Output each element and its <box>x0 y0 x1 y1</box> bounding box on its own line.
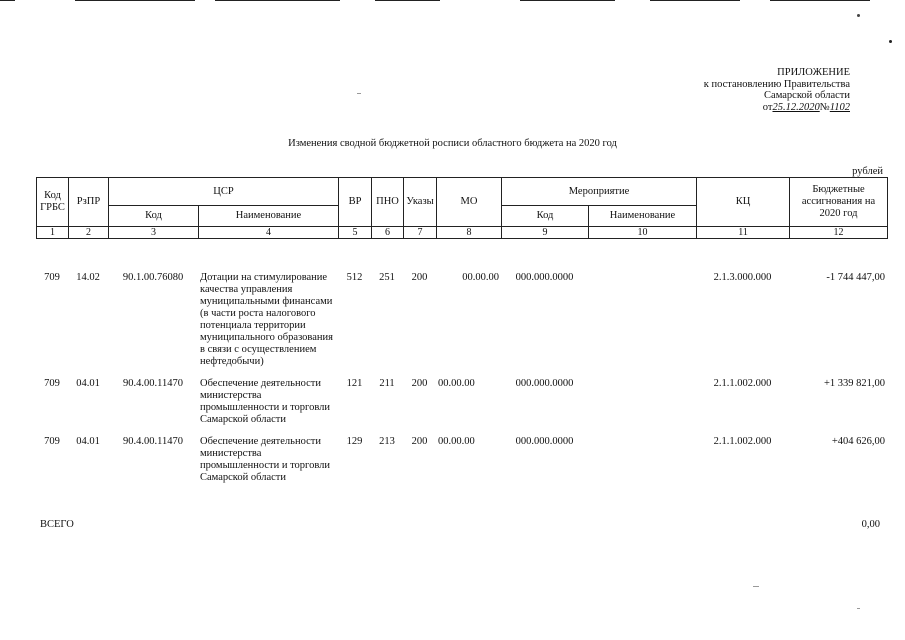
cell-kc: 2.1.1.002.000 <box>713 436 772 447</box>
cell-ukazy: 200 <box>411 436 428 447</box>
table-row <box>36 434 887 492</box>
cell-vr: 121 <box>346 378 363 389</box>
cell-csr-kod: 90.4.00.11470 <box>123 378 183 389</box>
header-meropriyatie: Мероприятие <box>502 178 697 206</box>
cell-grbs: 709 <box>44 272 60 283</box>
header-kod-grbs: Код ГРБС <box>37 178 69 227</box>
header-csr-kod: Код <box>109 206 199 227</box>
scan-edge-line <box>375 0 440 1</box>
cell-pno: 251 <box>379 272 395 283</box>
cell-mo: 00.00.00 <box>438 378 475 389</box>
col-number: 12 <box>790 227 888 239</box>
header-kc: КЦ <box>697 178 790 227</box>
total-value: 0,00 <box>861 519 880 530</box>
cell-name: Обеспечение деятельности министерства промышленности и торговли Самарской области <box>200 378 331 425</box>
cell-mer-name <box>588 434 696 492</box>
col-number: 5 <box>339 227 372 239</box>
scan-edge-line <box>75 0 195 1</box>
scan-edge-line <box>520 0 615 1</box>
scan-speck <box>857 14 860 17</box>
cell-mer-name <box>588 376 696 434</box>
cell-vr: 129 <box>346 436 363 447</box>
annex-date-line <box>640 102 850 114</box>
col-number: 9 <box>502 227 589 239</box>
units-label: рублей <box>852 166 883 177</box>
total-label: ВСЕГО <box>40 519 74 530</box>
cell-mo: 00.00.00 <box>462 272 499 283</box>
scan-edge-line <box>650 0 740 1</box>
cell-mer-kod: 000.000.0000 <box>515 272 574 283</box>
scan-edge-line <box>215 0 340 1</box>
cell-kc: 2.1.1.002.000 <box>713 378 772 389</box>
scan-speck <box>889 40 892 43</box>
cell-amount: +1 339 821,00 <box>823 378 885 389</box>
cell-mo: 00.00.00 <box>438 436 475 447</box>
cell-kc: 2.1.3.000.000 <box>713 272 772 283</box>
cell-grbs: 709 <box>44 436 60 447</box>
cell-mer-kod: 000.000.0000 <box>515 436 574 447</box>
annex-decree: к постановлению Правительства <box>703 78 850 90</box>
scan-edge-line <box>0 0 15 1</box>
cell-amount: +404 626,00 <box>831 436 885 447</box>
annex-region: Самарской области <box>764 90 850 101</box>
table-header <box>36 177 888 239</box>
col-number: 6 <box>372 227 404 239</box>
annex-block <box>640 67 850 113</box>
cell-pno: 213 <box>379 436 395 447</box>
header-csr: ЦСР <box>109 178 339 206</box>
header-vr: ВР <box>339 178 372 227</box>
cell-ukazy: 200 <box>411 272 428 283</box>
col-number: 1 <box>37 227 69 239</box>
cell-ukazy: 200 <box>411 378 428 389</box>
table-row <box>36 270 887 376</box>
cell-mer-name <box>588 270 696 376</box>
scan-speck <box>753 586 759 587</box>
header-budget: Бюджетные ассигнования на 2020 год <box>790 178 888 227</box>
col-number: 8 <box>437 227 502 239</box>
header-mer-kod: Код <box>502 206 589 227</box>
col-number: 4 <box>199 227 339 239</box>
scan-edge-line <box>770 0 870 1</box>
cell-amount: -1 744 447,00 <box>826 272 885 283</box>
cell-rzpr: 14.02 <box>76 272 100 283</box>
cell-name: Обеспечение деятельности министерства промышленности и торговли Самарской области <box>200 436 331 483</box>
annex-date-prefix: от <box>762 101 773 113</box>
header-ukazy: Указы <box>404 178 437 227</box>
scan-speck <box>357 93 361 94</box>
header-mo: МО <box>437 178 502 227</box>
cell-csr-kod: 90.4.00.11470 <box>123 436 183 447</box>
col-number: 10 <box>589 227 697 239</box>
annex-date: 25.12.2020 <box>772 101 820 113</box>
cell-rzpr: 04.01 <box>76 436 100 447</box>
table-row <box>36 376 887 434</box>
col-number: 3 <box>109 227 199 239</box>
cell-grbs: 709 <box>44 378 60 389</box>
header-csr-name: Наименование <box>199 206 339 227</box>
annex-title: ПРИЛОЖЕНИЕ <box>777 67 850 78</box>
col-number: 7 <box>404 227 437 239</box>
table-body <box>36 270 887 492</box>
annex-number: 1102 <box>829 101 850 113</box>
cell-rzpr: 04.01 <box>76 378 100 389</box>
header-pno: ПНО <box>372 178 404 227</box>
header-mer-name: Наименование <box>589 206 697 227</box>
header-rzpr: РзПР <box>69 178 109 227</box>
cell-name: Дотации на стимулирование качества управления муниципальными финансами (в части роста налогового потенциала территории муниципального образования в связи с осуществлением нефтедобычи) <box>200 272 333 367</box>
document-title: Изменения сводной бюджетной росписи областного бюджета на 2020 год <box>288 138 617 149</box>
annex-number-prefix: № <box>819 101 830 113</box>
cell-mer-kod: 000.000.0000 <box>515 378 574 389</box>
scan-speck <box>857 608 860 609</box>
cell-csr-kod: 90.1.00.76080 <box>122 272 184 283</box>
cell-pno: 211 <box>379 378 395 389</box>
col-number: 2 <box>69 227 109 239</box>
cell-vr: 512 <box>346 272 363 283</box>
col-number: 11 <box>697 227 790 239</box>
